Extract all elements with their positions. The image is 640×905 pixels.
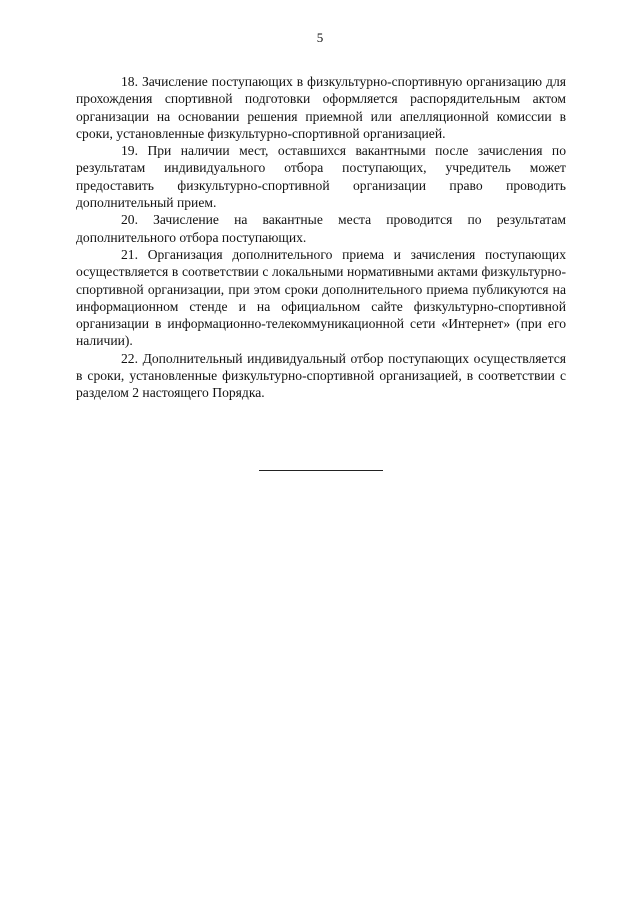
paragraph-18: 18. Зачисление поступающих в физкультурно-спортивную организацию для прохождения спортивной подготовки оформляется распорядительным актом организации на основании решения приемной или апелляционной комиссии в сроки, установленные физкультурно-спортивной организацией. <box>76 74 566 141</box>
paragraph-22: 22. Дополнительный индивидуальный отбор поступающих осуществляется в сроки, установленные физкультурно-спортивной организацией, в соответствии с разделом 2 настоящего Порядка. <box>76 350 566 401</box>
document-body <box>76 73 566 402</box>
page-number: 5 <box>316 30 324 45</box>
closing-divider <box>259 470 383 471</box>
paragraph-19: 19. При наличии мест, оставшихся вакантными после зачисления по результатам индивидуального отбора поступающих, учредитель может предоставить физкультурно-спортивной организации право проводить дополнительный прием. <box>76 143 566 211</box>
paragraph-21: 21. Организация дополнительного приема и зачисления поступающих осуществляется в соответствии с локальными нормативными актами физкультурно-спортивной организации, при этом сроки дополнительного приема публикуются на информационном стенде и на официальном сайте физкультурно-спортивной организации в информационно-телекоммуникационной сети «Интернет» (при его наличии). <box>76 246 566 349</box>
paragraph-20: 20. Зачисление на вакантные места проводится по результатам дополнительного отбора поступающих. <box>76 212 566 245</box>
